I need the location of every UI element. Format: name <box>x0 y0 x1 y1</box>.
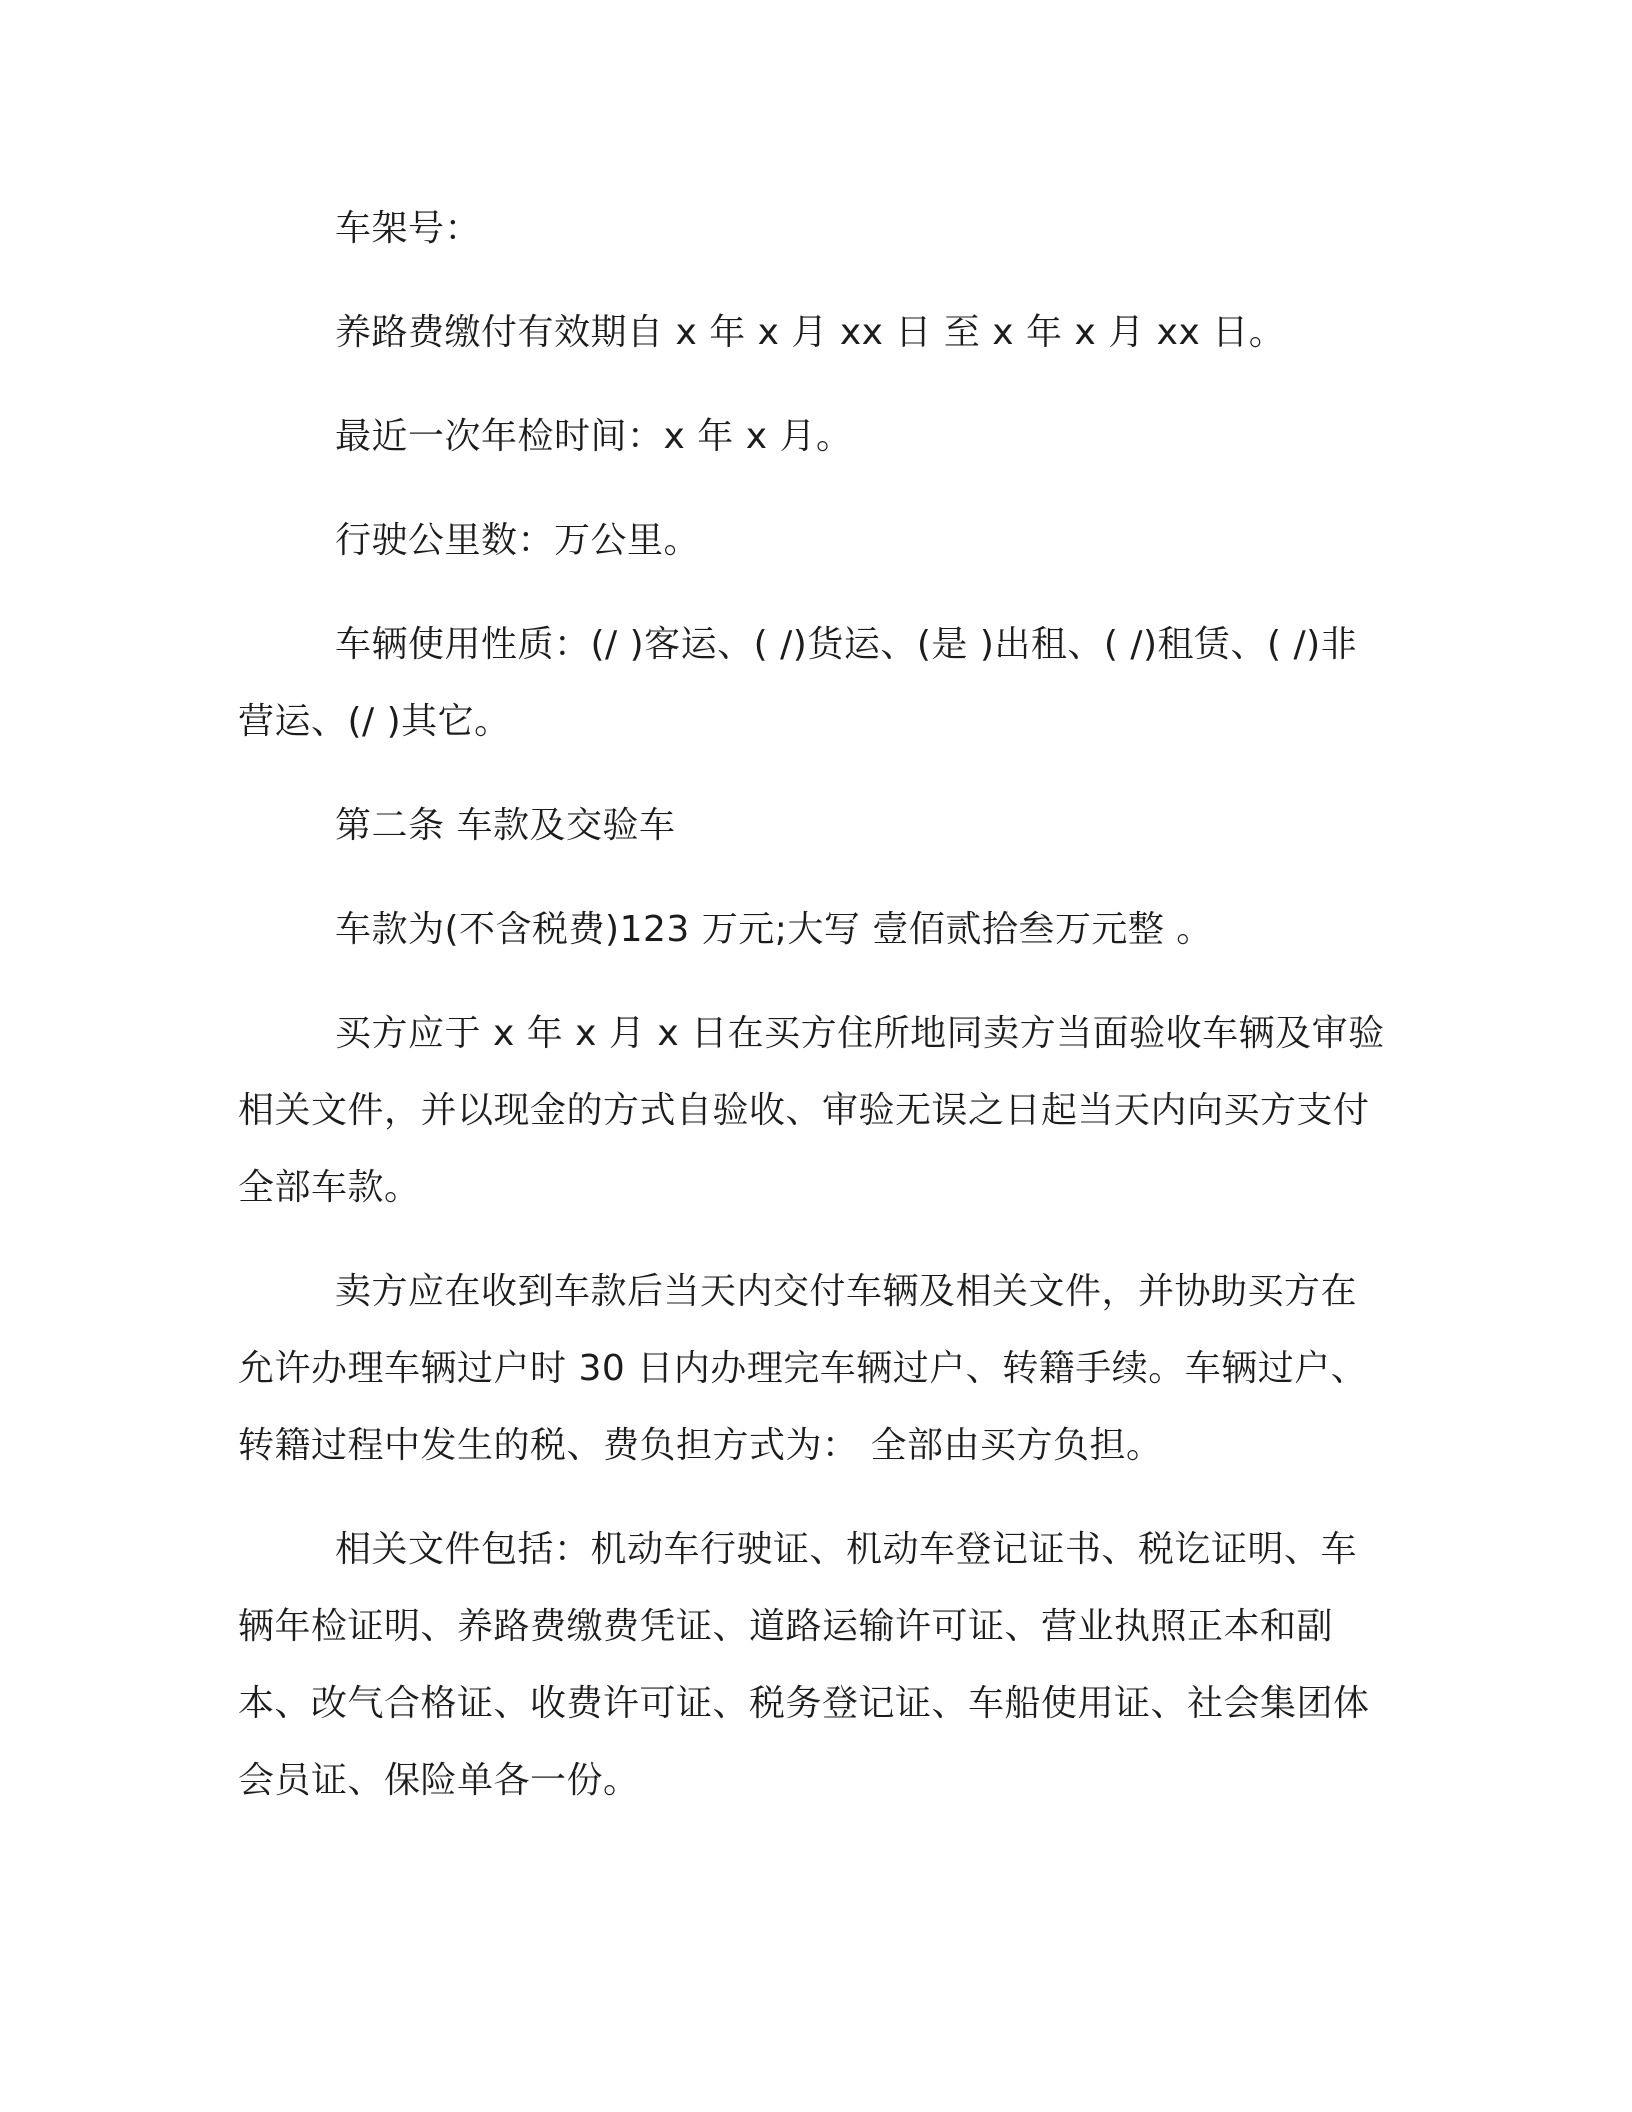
article-two-heading: 第二条 车款及交验车 <box>335 805 676 846</box>
annual-inspection-line: 最近一次年检时间：x 年 x 月。 <box>335 416 853 457</box>
seller-delivery-paragraph: 卖方应在收到车款后当天内交付车辆及相关文件，并协助买方在允许办理车辆过户时 30 日内办理完车辆过户、转籍手续。车辆过户、转籍过程中发生的税、费负担方式为： 全部由买方负担。 <box>238 1271 1368 1466</box>
price-line: 车款为(不含税费)123 万元;大写 壹佰贰拾叁万元整 。 <box>335 909 1213 950</box>
buyer-inspection-paragraph: 买方应于 x 年 x 月 x 日在买方住所地同卖方当面验收车辆及审验相关文件，并以现金的方式自验收、审验无误之日起当天内向买方支付全部车款。 <box>238 1013 1385 1208</box>
road-fee-validity-line: 养路费缴付有效期自 x 年 x 月 xx 日 至 x 年 x 月 xx 日。 <box>335 312 1286 353</box>
related-documents-paragraph: 相关文件包括：机动车行驶证、机动车登记证书、税讫证明、车辆年检证明、养路费缴费凭证、道路运输许可证、营业执照正本和副本、改气合格证、收费许可证、税务登记证、车船使用证、社会集团体会员证、保险单各一份。 <box>238 1529 1370 1801</box>
frame-number-line: 车架号： <box>335 208 482 249</box>
vehicle-usage-paragraph: 车辆使用性质：(/ )客运、( /)货运、(是 )出租、( /)租赁、( /)非营运、(/ )其它。 <box>238 624 1358 742</box>
mileage-line: 行驶公里数：万公里。 <box>335 520 701 561</box>
document-page <box>238 190 1388 1846</box>
